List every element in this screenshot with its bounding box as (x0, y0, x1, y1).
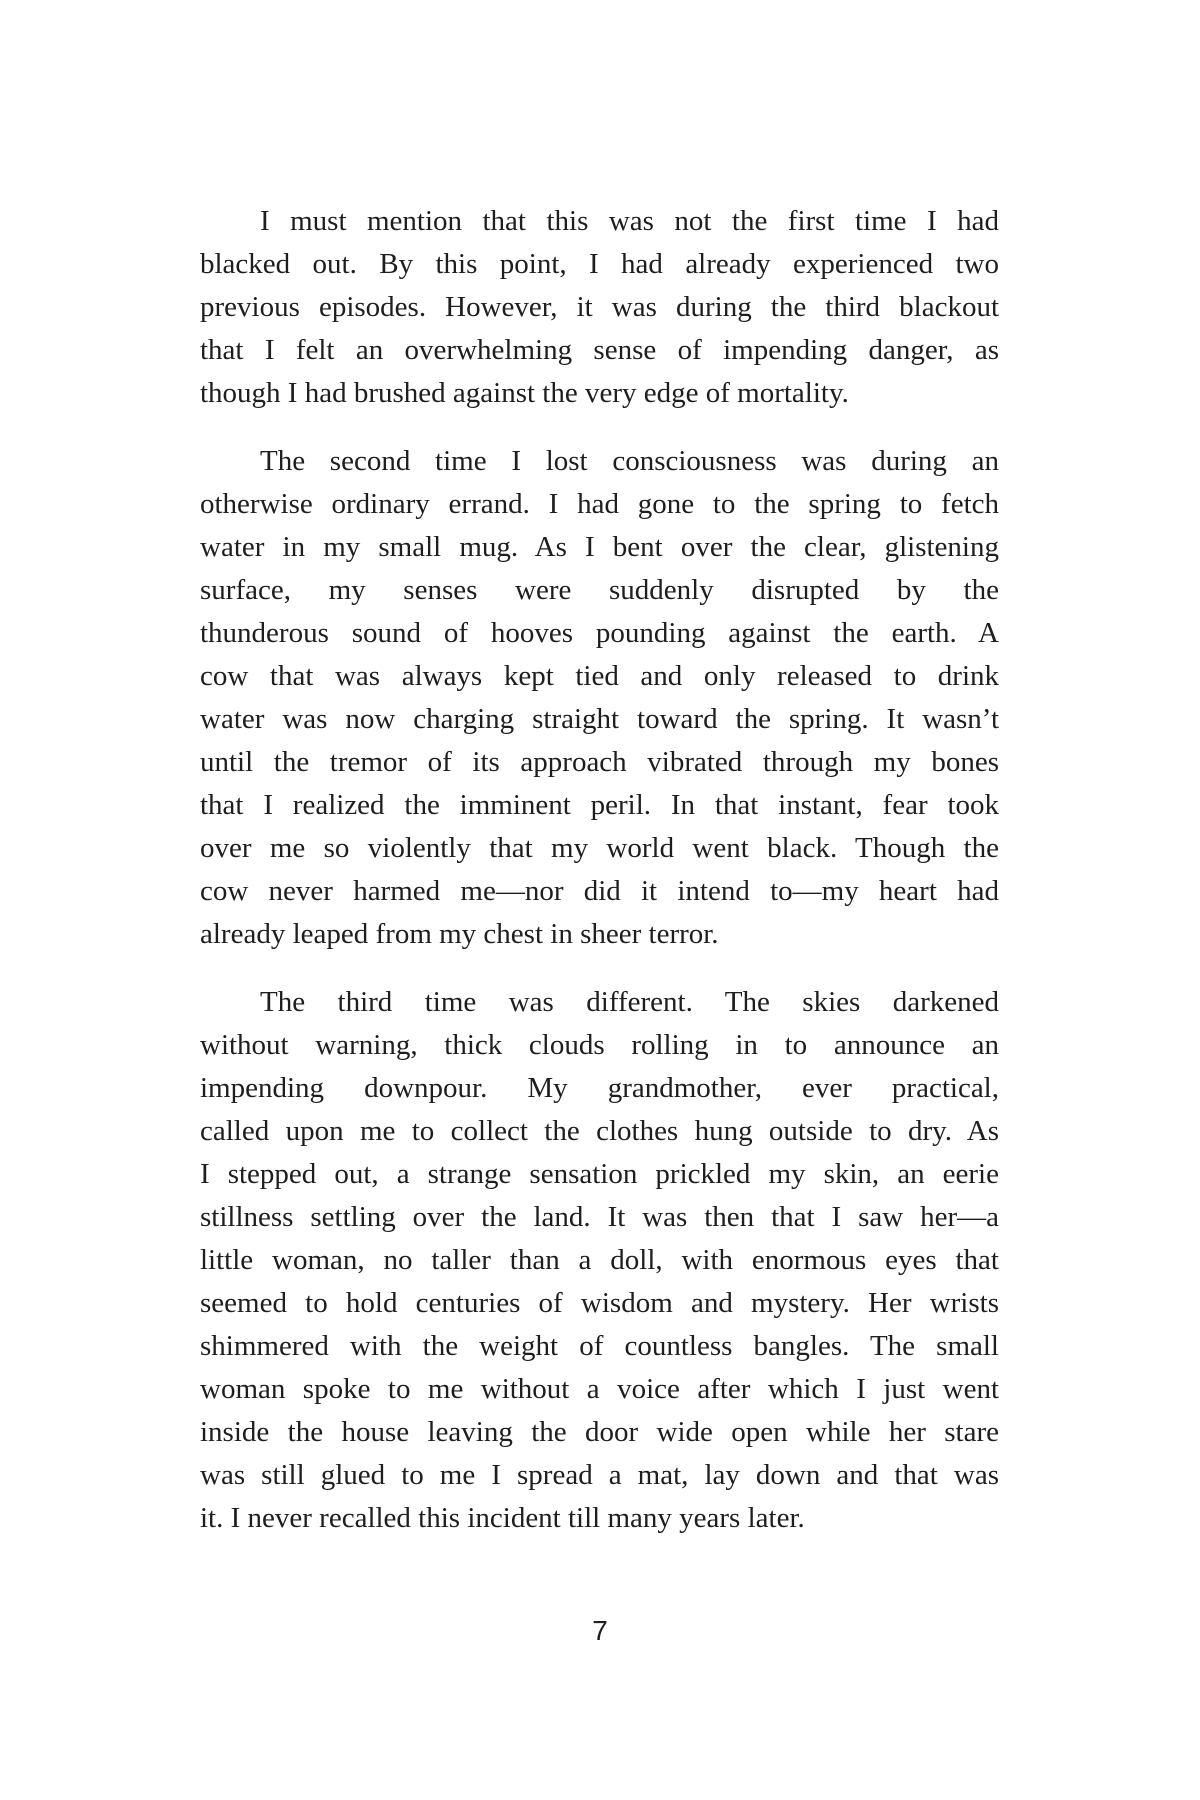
text-line: surface, my senses were suddenly disrupted by the (200, 574, 999, 606)
text-line: little woman, no taller than a doll, with enormous eyes that (200, 1244, 999, 1276)
text-line: was still glued to me I spread a mat, lay down and that was (200, 1459, 999, 1491)
page-text (200, 200, 999, 1540)
text-line: water was now charging straight toward the spring. It wasn’t (200, 703, 999, 735)
text-line: previous episodes. However, it was during the third blackout (200, 291, 999, 323)
text-line: impending downpour. My grandmother, ever practical, (200, 1072, 999, 1104)
text-line: stillness settling over the land. It was then that I saw her—a (200, 1201, 999, 1233)
text-line: water in my small mug. As I bent over the clear, glistening (200, 531, 999, 563)
text-line: called upon me to collect the clothes hung outside to dry. As (200, 1115, 999, 1147)
text-line: already leaped from my chest in sheer terror. (200, 918, 719, 950)
text-line: otherwise ordinary errand. I had gone to the spring to fetch (200, 488, 999, 520)
paragraph (200, 440, 999, 956)
text-line: I stepped out, a strange sensation prickled my skin, an eerie (200, 1158, 999, 1190)
text-line: shimmered with the weight of countless bangles. The small (200, 1330, 999, 1362)
text-line: The third time was different. The skies darkened (260, 986, 999, 1018)
text-line: seemed to hold centuries of wisdom and mystery. Her wrists (200, 1287, 999, 1319)
text-line: cow never harmed me—nor did it intend to—my heart had (200, 875, 999, 907)
text-line: until the tremor of its approach vibrated through my bones (200, 746, 999, 778)
text-line: woman spoke to me without a voice after which I just went (200, 1373, 999, 1405)
text-line: over me so violently that my world went black. Though the (200, 832, 999, 864)
paragraph (200, 981, 999, 1540)
page-number: 7 (592, 1615, 608, 1646)
text-line: without warning, thick clouds rolling in to announce an (200, 1029, 999, 1061)
text-line: that I felt an overwhelming sense of impending danger, as (200, 334, 999, 366)
paragraph (200, 200, 999, 415)
text-line: inside the house leaving the door wide open while her stare (200, 1416, 999, 1448)
text-line: thunderous sound of hooves pounding against the earth. A (200, 617, 999, 649)
text-line: it. I never recalled this incident till many years later. (200, 1502, 805, 1534)
text-line: cow that was always kept tied and only released to drink (200, 660, 999, 692)
text-line: that I realized the imminent peril. In that instant, fear took (200, 789, 999, 821)
text-line: blacked out. By this point, I had already experienced two (200, 248, 999, 280)
text-line: though I had brushed against the very edge of mortality. (200, 377, 849, 409)
text-line: The second time I lost consciousness was during an (260, 445, 999, 477)
text-line: I must mention that this was not the first time I had (260, 205, 999, 237)
